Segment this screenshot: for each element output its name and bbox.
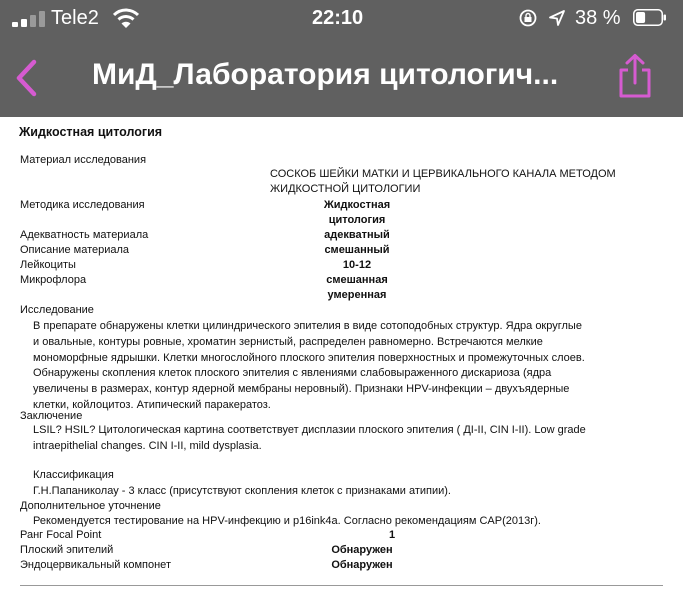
description-value: смешанный bbox=[324, 244, 390, 256]
leukocytes-label: Лейкоциты bbox=[20, 259, 76, 271]
study-line: и овальные, контуры ровные, хроматин зернистый, распределен равномерно. Встречаются мелкие bbox=[33, 335, 543, 348]
location-arrow-icon bbox=[548, 9, 566, 27]
section-title: Жидкостная цитология bbox=[19, 125, 163, 139]
carrier-name: Tele2 bbox=[51, 7, 99, 29]
divider bbox=[20, 585, 663, 586]
clock-time: 22:10 bbox=[312, 7, 364, 29]
back-chevron-icon[interactable] bbox=[14, 58, 38, 98]
method-value-line1: Жидкостная bbox=[323, 199, 391, 211]
classification-label: Классификация bbox=[33, 469, 114, 481]
material-label: Материал исследования bbox=[20, 154, 147, 166]
battery-icon bbox=[633, 9, 667, 26]
additional-value: Рекомендуется тестирование на HPV-инфекцию и p16ink4a. Согласно рекомендациям CAP(2013г). bbox=[33, 515, 541, 527]
document-title: МиД_Лаборатория цитологич... bbox=[92, 58, 559, 91]
study-text bbox=[33, 319, 668, 414]
wifi-icon bbox=[113, 7, 139, 29]
description-label: Описание материала bbox=[20, 244, 130, 256]
focal-point-label: Ранг Focal Point bbox=[20, 529, 102, 541]
additional-label: Дополнительное уточнение bbox=[20, 500, 161, 512]
method-label: Методика исследования bbox=[20, 199, 145, 211]
classification-value: Г.Н.Папаниколау - 3 класс (присутствуют скопления клеток с признаками атипии). bbox=[33, 485, 451, 497]
microflora-value-line1: смешанная bbox=[326, 274, 388, 286]
status-bar bbox=[0, 0, 683, 38]
microflora-value-line2: умеренная bbox=[327, 289, 387, 301]
study-line: мономорфные ядрышки. Клетки многослойного плоского эпителия поверхностных и промежуточных слоев. bbox=[33, 351, 585, 364]
adequacy-value: адекватный bbox=[324, 229, 390, 241]
microflora-label: Микрофлора bbox=[20, 274, 87, 286]
cellular-signal-icon bbox=[12, 11, 48, 27]
endocervical-label: Эндоцервикальный компонет bbox=[20, 559, 171, 571]
conclusion-line: intraepithelial changes. CIN I-II, mild dysplasia. bbox=[33, 439, 262, 452]
share-icon[interactable] bbox=[617, 53, 653, 99]
squamous-value: Обнаружен bbox=[331, 544, 393, 556]
top-bar bbox=[0, 0, 683, 117]
study-line: увеличены в размерах, контур ядерной мембраны неровный). Признаки HPV-инфекции – двухъядерные bbox=[33, 383, 570, 396]
focal-point-value: 1 bbox=[388, 529, 396, 541]
battery-percentage: 38 % bbox=[575, 7, 621, 29]
conclusion-label: Заключение bbox=[20, 410, 83, 422]
endocervical-value: Обнаружен bbox=[331, 559, 393, 571]
material-value-line1: СОСКОБ ШЕЙКИ МАТКИ И ЦЕРВИКАЛЬНОГО КАНАЛА МЕТОДОМ bbox=[270, 168, 616, 180]
method-value-line2: цитология bbox=[328, 214, 386, 226]
study-line: В препарате обнаружены клетки цилиндрического эпителия в виде сотоподобных структур. Ядра округлые bbox=[33, 320, 582, 332]
conclusion-text bbox=[33, 423, 668, 455]
material-value-line2: ЖИДКОСТНОЙ ЦИТОЛОГИИ bbox=[270, 183, 421, 195]
study-label: Исследование bbox=[20, 304, 94, 316]
leukocytes-value: 10-12 bbox=[342, 259, 372, 271]
report-document bbox=[0, 117, 683, 600]
study-line: клетки, койлоцитоз. Атипический паракератоз. bbox=[33, 398, 271, 411]
conclusion-line: LSIL? HSIL? Цитологическая картина соответствует дисплазии плоского эпителия ( ДI-II, CIN I-II). Low grade bbox=[33, 424, 586, 436]
rotation-lock-icon bbox=[519, 9, 537, 27]
study-line: Обнаружены скопления клеток плоского эпителия с явлениями слабовыраженного дискариоза (ядра bbox=[33, 367, 552, 380]
squamous-label: Плоский эпителий bbox=[20, 544, 114, 556]
adequacy-label: Адекватность материала bbox=[20, 229, 149, 241]
